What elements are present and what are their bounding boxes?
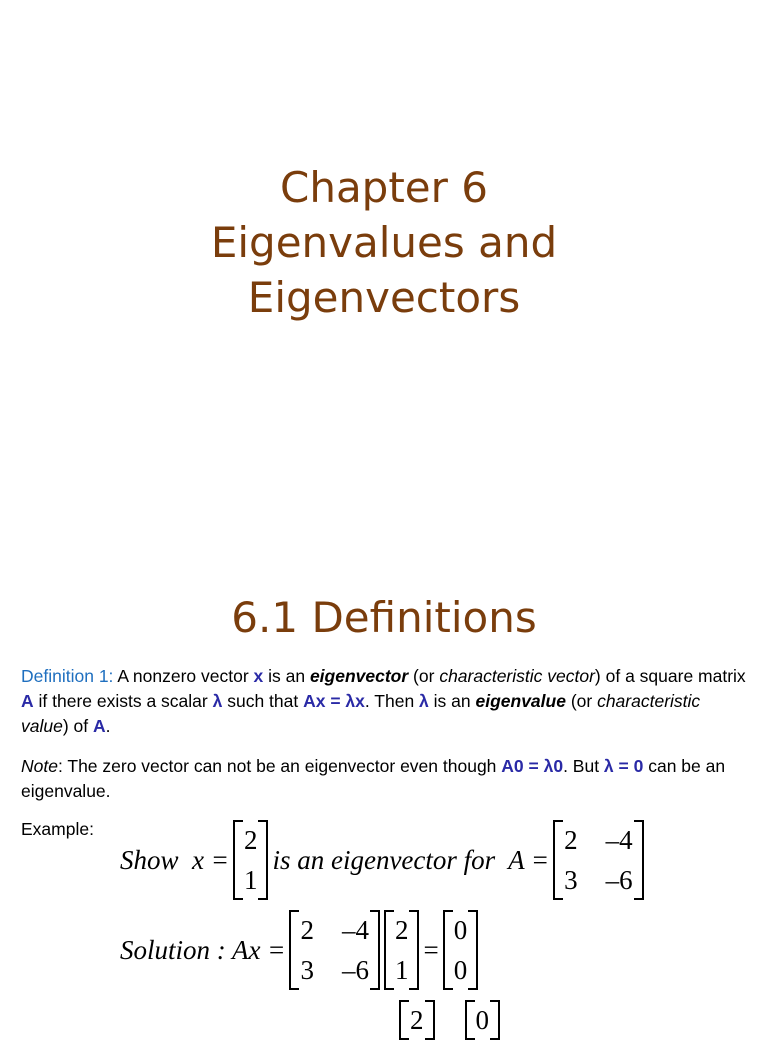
definition-label: Definition 1: — [21, 666, 114, 686]
matrix-cell: 2 — [394, 915, 409, 945]
definition-characteristic-vector: characteristic vector — [439, 666, 595, 686]
definition-eigenvalue-term: eigenvalue — [475, 691, 566, 711]
A-matrix — [553, 820, 644, 900]
note-label: Note — [21, 756, 58, 776]
note-equation: λ = 0 — [603, 756, 644, 776]
note-equation: A0 = λ0 — [501, 756, 564, 776]
definition-text: ) of — [62, 716, 93, 736]
example-partial-row — [395, 1000, 504, 1040]
note-text: : The zero vector can not be an eigenvector even though — [57, 756, 502, 776]
definition-text: is an — [428, 691, 476, 711]
matrix-cell: 3 — [300, 955, 314, 985]
matrix-cell: 1 — [243, 865, 258, 895]
matrix-cell: –4 — [605, 825, 633, 855]
definition-A: A — [93, 716, 106, 736]
solution-A-matrix — [289, 910, 380, 990]
definition-characteristic-value: characteristic value — [21, 691, 701, 736]
matrix-cell: 0 — [475, 1005, 489, 1035]
chapter-title — [0, 160, 768, 325]
result-vector — [443, 910, 479, 990]
note-text: . But — [563, 756, 604, 776]
definition-text: such that — [222, 691, 304, 711]
chapter-title-line3: Eigenvectors — [247, 273, 521, 322]
matrix-cell: 2 — [243, 825, 258, 855]
matrix-cell: 3 — [564, 865, 578, 895]
definition-text: is an — [263, 666, 310, 686]
example-show-row — [120, 820, 648, 900]
chapter-title-line2: Eigenvalues and — [210, 218, 558, 267]
chapter-title-line1: Chapter 6 — [280, 163, 488, 212]
definition-lambda: λ — [419, 691, 429, 711]
x-vector — [233, 820, 269, 900]
note-paragraph — [21, 754, 751, 804]
definition-text: (or — [565, 691, 598, 711]
matrix-cell: 0 — [453, 915, 468, 945]
definition-text: ) of a square matrix — [594, 666, 746, 686]
matrix-cell: 1 — [394, 955, 409, 985]
definition-paragraph — [21, 664, 751, 739]
definition-A: A — [21, 691, 34, 711]
example-label: Example: — [21, 819, 94, 839]
definition-eigenvector-term: eigenvector — [309, 666, 409, 686]
definition-text: A nonzero vector — [113, 666, 254, 686]
definition-x: x — [253, 666, 264, 686]
definition-text: (or — [408, 666, 440, 686]
partial-vector — [399, 1000, 435, 1040]
partial-vector — [465, 1000, 501, 1040]
eigenvector-claim-text: is an eigenvector for A = — [272, 844, 550, 875]
show-text: Show x = — [120, 844, 229, 875]
definition-lambda: λ — [212, 691, 223, 711]
definition-text: . Then — [364, 691, 420, 711]
matrix-cell: 2 — [300, 915, 314, 945]
solution-text: Solution : Ax = — [120, 934, 286, 965]
matrix-cell: –4 — [341, 915, 369, 945]
definition-text: if there exists a scalar — [33, 691, 213, 711]
matrix-cell: 2 — [564, 825, 578, 855]
matrix-cell: –6 — [605, 865, 633, 895]
equals-sign: = — [423, 934, 439, 965]
matrix-cell: 2 — [410, 1005, 424, 1035]
note-text: can be an eigenvalue. — [21, 756, 726, 801]
section-title: 6.1 Definitions — [231, 593, 537, 642]
solution-x-vector — [384, 910, 420, 990]
matrix-cell: –6 — [341, 955, 369, 985]
example-solution-row — [120, 910, 482, 990]
definition-text: . — [105, 716, 111, 736]
matrix-cell: 0 — [453, 955, 468, 985]
definition-equation: Ax = λx — [303, 691, 365, 711]
